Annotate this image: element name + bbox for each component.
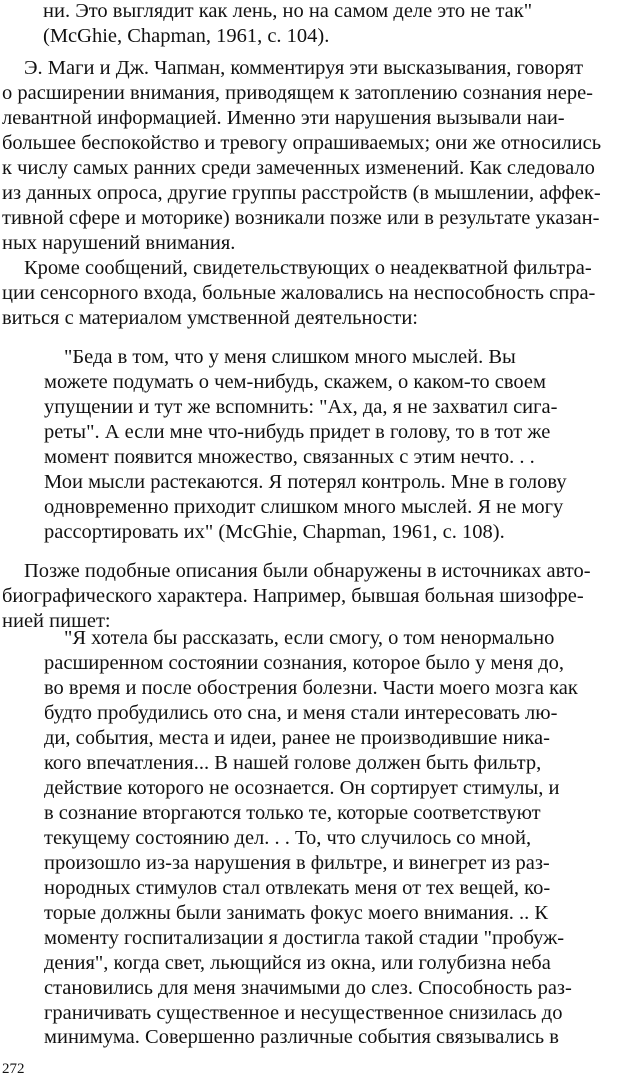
text-line: Позже подобные описания были обнаружены в источниках авто-: [24, 560, 591, 582]
quote-line: одновременно приходит слишком много мыслей. Я не могу: [44, 496, 564, 518]
text-line: к числу самых ранних среди замеченных изменений. Как следовало: [2, 157, 595, 179]
text-line: из данных опроса, другие группы расстройств (в мышлении, аффек-: [2, 182, 601, 204]
quote-line: действие которого не осознается. Он сортирует стимулы, и: [44, 777, 560, 799]
quote-line: можете подумать о чем-нибудь, скажем, о каком-то своем: [44, 371, 546, 393]
text-line: виться с материалом умственной деятельности:: [2, 307, 418, 329]
quote-line: упущении и тут же вспомнить: "Ах, да, я не захватил сига-: [44, 396, 558, 418]
quote-line: во время и после обострения болезни. Части моего мозга как: [44, 677, 578, 699]
quote-line: минимума. Совершенно различные события связывались в: [44, 1026, 559, 1048]
text-line: (McGhie, Chapman, 1961, с. 104).: [43, 25, 330, 47]
quote-line: "Беда в том, что у меня слишком много мыслей. Вы: [64, 346, 516, 368]
text-line: ных нарушений внимания.: [2, 232, 236, 254]
text-line: Э. Маги и Дж. Чапман, комментируя эти высказывания, говорят: [24, 57, 584, 79]
text-line: большее беспокойство и тревогу опрашиваемых; они же относились: [2, 132, 602, 154]
quote-line: дения", когда свет, льющийся из окна, или голубизна неба: [44, 952, 551, 974]
quote-line: Мои мысли растекаются. Я потерял контроль. Мне в голову: [44, 471, 567, 493]
quote-line: торые должны были занимать фокус моего внимания. .. К: [44, 902, 549, 924]
quote-line: будто пробудились ото сна, и меня стали интересовать лю-: [44, 702, 558, 724]
page-number: 272: [2, 1061, 25, 1077]
text-line: тивной сфере и моторике) возникали позже или в результате указан-: [2, 207, 600, 229]
text-line: ни. Это выглядит как лень, но на самом деле это не так": [43, 0, 533, 22]
quote-line: кого впечатления... В нашей голове должен быть фильтр,: [44, 752, 542, 774]
quote-line: ди, события, места и идеи, ранее не производившие ника-: [44, 727, 550, 749]
quote-line: в сознание вторгаются только те, которые соответствуют: [44, 802, 541, 824]
quote-line: рассортировать их" (McGhie, Chapman, 1961, с. 108).: [44, 521, 505, 543]
quote-line: моменту госпитализации я достигла такой стадии "пробуж-: [44, 927, 565, 949]
quote-line: момент появится множество, связанных с этим нечто. . .: [44, 446, 535, 468]
text-line: о расширении внимания, приводящем к затоплению сознания нере-: [2, 82, 593, 104]
quote-line: произошло из-за нарушения в фильтре, и винегрет из раз-: [44, 852, 550, 874]
text-line: биографического характера. Например, бывшая больная шизофре-: [2, 585, 584, 607]
quote-line: нородных стимулов стал отвлекать меня от тех вещей, ко-: [44, 877, 551, 899]
quote-line: текущему состоянию дел. . . То, что случилось со мной,: [44, 827, 532, 849]
text-line: левантной информацией. Именно эти нарушения вызывали наи-: [2, 107, 565, 129]
quote-line: расширенном состоянии сознания, которое было у меня до,: [44, 652, 564, 674]
quote-line: реты". А если мне что-нибудь придет в голову, то в тот же: [44, 421, 551, 443]
text-line: нией пишет:: [2, 610, 111, 632]
text-line: ции сенсорного входа, больные жаловались на неспособность спра-: [2, 282, 596, 304]
quote-line: становились для меня значимыми до слез. Способность раз-: [44, 977, 572, 999]
quote-line: граничивать существенное и несущественное снизилась до: [44, 1002, 563, 1024]
text-line: Кроме сообщений, свидетельствующих о неадекватной фильтра-: [24, 257, 592, 279]
quote-line: "Я хотела бы рассказать, если смогу, о том ненормально: [64, 627, 555, 649]
